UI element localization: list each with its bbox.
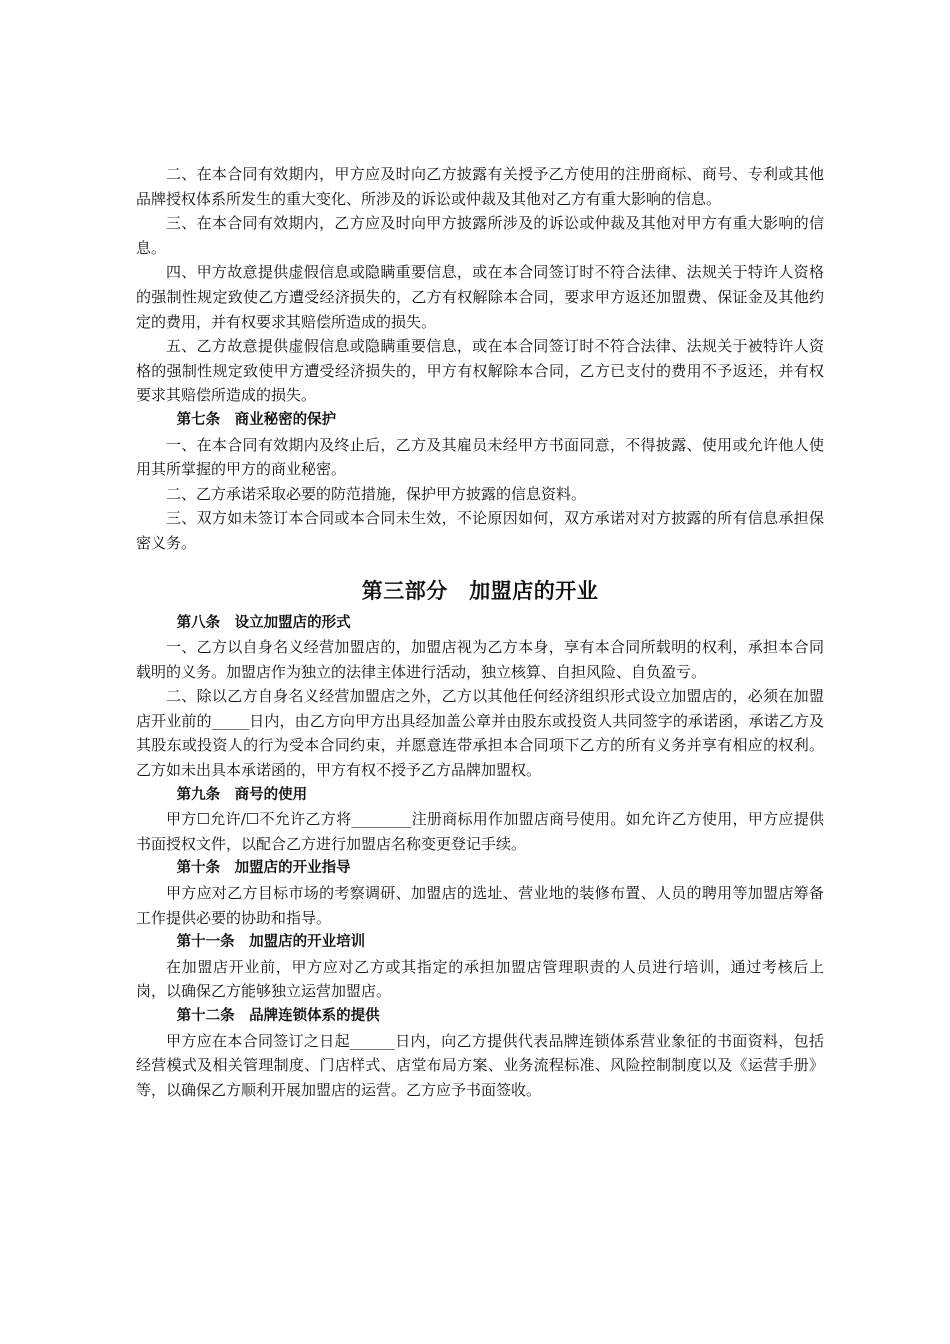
paragraph: 甲方☐允许/☐不允许乙方将________注册商标用作加盟店商号使用。如允许乙方使用，甲方应提供书面授权文件，以配合乙方进行加盟店名称变更登记手续。 bbox=[136, 810, 824, 853]
paragraph: 二、在本合同有效期内，甲方应及时向乙方披露有关授予乙方使用的注册商标、商号、专利或其他品牌授权体系所发生的重大变化、所涉及的诉讼或仲裁及其他对乙方有重大影响的信息。 bbox=[136, 165, 824, 208]
paragraph: 三、双方如未签订本合同或本合同未生效，不论原因如何，双方承诺对对方披露的所有信息承担保密义务。 bbox=[136, 509, 824, 552]
paragraph: 一、乙方以自身名义经营加盟店的，加盟店视为乙方本身，享有本合同所载明的权利，承担本合同载明的义务。加盟店作为独立的法律主体进行活动，独立核算、自担风险、自负盈亏。 bbox=[136, 638, 824, 681]
paragraph: 甲方应对乙方目标市场的考察调研、加盟店的选址、营业地的装修布置、人员的聘用等加盟店筹备工作提供必要的协助和指导。 bbox=[136, 884, 824, 927]
paragraph: 二、除以乙方自身名义经营加盟店之外，乙方以其他任何经济组织形式设立加盟店的，必须在加盟店开业前的_____日内，由乙方向甲方出具经加盖公章并由股东或投资人共同签字的承诺函，承诺乙方及其股东或投资人的行为受本合同约束，并愿意连带承担本合同项下乙方的所有义务并享有相应的权利。乙方如未出具本承诺函的，甲方有权不授予乙方品牌加盟权。 bbox=[136, 687, 824, 780]
paragraph: 四、甲方故意提供虚假信息或隐瞒重要信息，或在本合同签订时不符合法律、法规关于特许人资格的强制性规定致使乙方遭受经济损失的，乙方有权解除本合同，要求甲方返还加盟费、保证金及其他约定的费用，并有权要求其赔偿所造成的损失。 bbox=[136, 263, 824, 331]
article-heading: 第十一条 加盟店的开业培训 bbox=[176, 934, 366, 951]
paragraph: 在加盟店开业前，甲方应对乙方或其指定的承担加盟店管理职责的人员进行培训，通过考核后上岗，以确保乙方能够独立运营加盟店。 bbox=[136, 957, 824, 1001]
paragraph: 一、在本合同有效期内及终止后，乙方及其雇员未经甲方书面同意，不得披露、使用或允许他人使用其所掌握的甲方的商业秘密。 bbox=[136, 435, 824, 479]
section-title: 第三部分 加盟店的开业 bbox=[361, 578, 599, 603]
article-heading: 第十条 加盟店的开业指导 bbox=[176, 860, 351, 877]
paragraph: 二、乙方承诺采取必要的防范措施，保护甲方披露的信息资料。 bbox=[166, 484, 587, 503]
article-heading: 第八条 设立加盟店的形式 bbox=[176, 614, 351, 631]
article-heading: 第九条 商号的使用 bbox=[176, 786, 308, 803]
paragraph: 五、乙方故意提供虚假信息或隐瞒重要信息，或在本合同签订时不符合法律、法规关于被特许人资格的强制性规定致使甲方遭受经济损失的，甲方有权解除本合同，乙方已支付的费用不予返还，并有权要求其赔偿所造成的损失。 bbox=[136, 337, 824, 405]
document-page bbox=[136, 162, 824, 1102]
paragraph: 甲方应在本合同签订之日起______日内，向乙方提供代表品牌连锁体系营业象征的书面资料，包括经营模式及相关管理制度、门店样式、店堂布局方案、业务流程标准、风险控制制度以及《运营手册》等，以确保乙方顺利开展加盟店的运营。乙方应予书面签收。 bbox=[136, 1031, 824, 1099]
article-heading: 第七条 商业秘密的保护 bbox=[176, 411, 337, 428]
article-heading: 第十二条 品牌连锁体系的提供 bbox=[176, 1008, 380, 1024]
paragraph: 三、在本合同有效期内，乙方应及时向甲方披露所涉及的诉讼或仲裁及其他对甲方有重大影响的信息。 bbox=[136, 214, 824, 257]
